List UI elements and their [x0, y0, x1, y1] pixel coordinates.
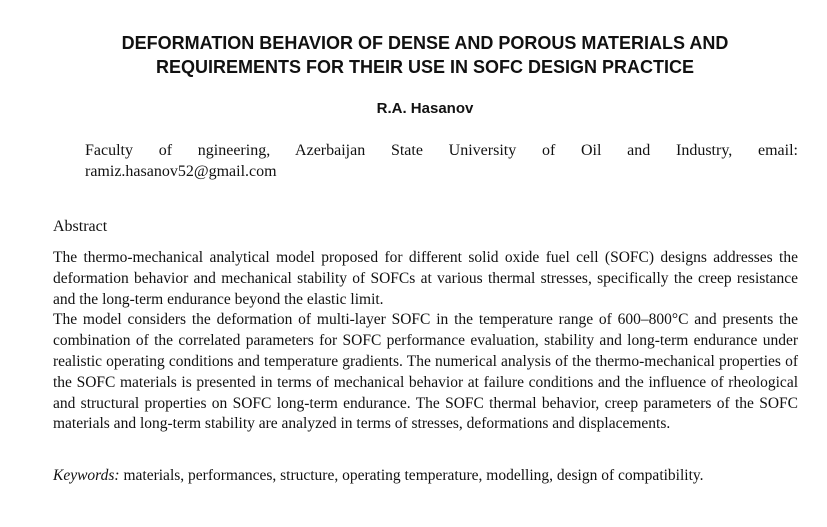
author-affiliation — [85, 140, 798, 182]
author-name: R.A. Hasanov — [376, 100, 474, 117]
abstract-paragraph-2: The model considers the deformation of multi-layer SOFC in the temperature range of 600–800°C and presents the combination of the correlated parameters for SOFC performance evaluation, stability and long-term endurance under realistic operating conditions and temperature gradients. The numerical analysis of the thermo-mechanical properties of the SOFC materials is presented in terms of mechanical behavior at failure conditions and the influence of rheological and structural properties on SOFC long-term endurance. The SOFC thermal behavior, creep parameters of the SOFC materials and long-term stability are analyzed in terms of stresses, deformations and displacements. — [53, 311, 798, 433]
affiliation-line-1: Faculty of ngineering, Azerbaijan State University of Oil and Industry, email: — [85, 142, 798, 159]
paper-title-line-2: REQUIREMENTS FOR THEIR USE IN SOFC DESIGN PRACTICE — [155, 57, 695, 77]
author-email: ramiz.hasanov52@gmail.com — [85, 163, 277, 180]
abstract-body — [53, 248, 798, 435]
paper-title-line-1: DEFORMATION BEHAVIOR OF DENSE AND POROUS MATERIALS AND — [121, 33, 729, 53]
keywords — [53, 465, 798, 486]
keywords-text: materials, performances, structure, operating temperature, modelling, design of compatibility. — [119, 467, 704, 484]
paper-title — [40, 31, 810, 79]
abstract-heading: Abstract — [53, 218, 108, 235]
keywords-label: Keywords: — [53, 467, 120, 484]
abstract-paragraph-1: The thermo-mechanical analytical model proposed for different solid oxide fuel cell (SOFC) designs addresses the deformation behavior and mechanical stability of SOFCs at various thermal stresses, specifically the creep resistance and the long-term endurance beyond the elastic limit. — [53, 249, 798, 308]
